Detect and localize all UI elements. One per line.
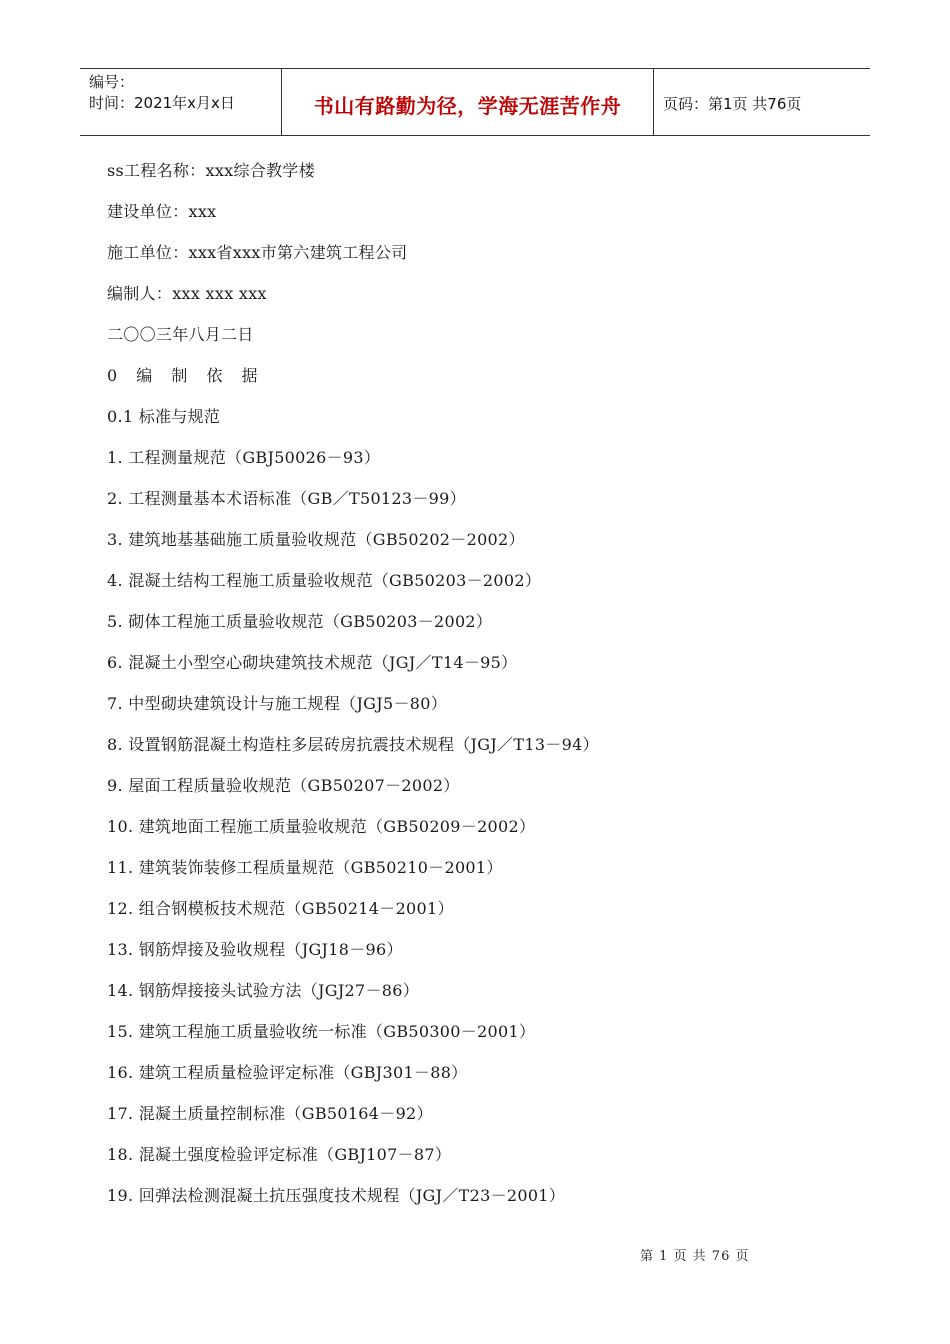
project-name-line: ss工程名称：xxx综合教学楼 [107,161,315,180]
standard-list-item: 12. 组合钢模板技术规范（GB50214－2001） [107,899,454,918]
standard-list-item: 10. 建筑地面工程施工质量验收规范（GB50209－2002） [107,817,536,836]
standard-list-item: 11. 建筑装饰装修工程质量规范（GB50210－2001） [107,858,503,877]
standard-list-item: 13. 钢筋焊接及验收规程（JGJ18－96） [107,940,403,959]
standard-list-item: 19. 回弹法检测混凝土抗压强度技术规程（JGJ／T23－2001） [107,1186,566,1205]
contractor-line: 施工单位：xxx省xxx市第六建筑工程公司 [107,243,408,262]
page-header [80,68,870,136]
standard-list-item: 3. 建筑地基基础施工质量验收规范（GB50202－2002） [107,530,525,549]
section-heading: 0 编 制 依 据 [107,366,265,385]
subsection-heading: 0.1 标准与规范 [107,407,221,426]
standard-list-item: 5. 砌体工程施工质量验收规范（GB50203－2002） [107,612,493,631]
date-line: 二〇〇三年八月二日 [107,325,254,344]
standard-list-item: 4. 混凝土结构工程施工质量验收规范（GB50203－2002） [107,571,542,590]
standard-list-item: 17. 混凝土质量控制标准（GB50164－92） [107,1104,433,1123]
standard-list-item: 1. 工程测量规范（GBJ50026－93） [107,448,381,467]
standard-list-item: 2. 工程测量基本术语标准（GB／T50123－99） [107,489,466,508]
header-motto-cell [282,69,654,135]
standard-list-item: 8. 设置钢筋混凝土构造柱多层砖房抗震技术规程（JGJ／T13－94） [107,735,599,754]
standard-list-item: 6. 混凝土小型空心砌块建筑技术规范（JGJ／T14－95） [107,653,518,672]
header-page-cell [654,69,870,135]
header-meta [80,69,282,135]
header-page-number: 页码：第1页 共76页 [663,94,802,113]
standard-list-item: 18. 混凝土强度检验评定标准（GBJ107－87） [107,1145,452,1164]
standard-list-item: 16. 建筑工程质量检验评定标准（GBJ301－88） [107,1063,468,1082]
client-line: 建设单位：xxx [107,202,217,221]
standard-list-item: 7. 中型砌块建筑设计与施工规程（JGJ5－80） [107,694,448,713]
standard-list-item: 15. 建筑工程施工质量验收统一标准（GB50300－2001） [107,1022,536,1041]
author-line: 编制人：xxx xxx xxx [107,284,267,303]
standard-list-item: 14. 钢筋焊接接头试验方法（JGJ27－86） [107,981,420,1000]
standard-list-item: 9. 屋面工程质量验收规范（GB50207－2002） [107,776,460,795]
document-number-label: 编号： [89,73,135,91]
header-motto: 书山有路勤为径，学海无涯苦作舟 [313,93,622,118]
page-footer-number: 第 1 页 共 76 页 [640,1249,750,1264]
document-body [107,155,867,1221]
document-time-label: 时间：2021年x月x日 [89,94,235,112]
